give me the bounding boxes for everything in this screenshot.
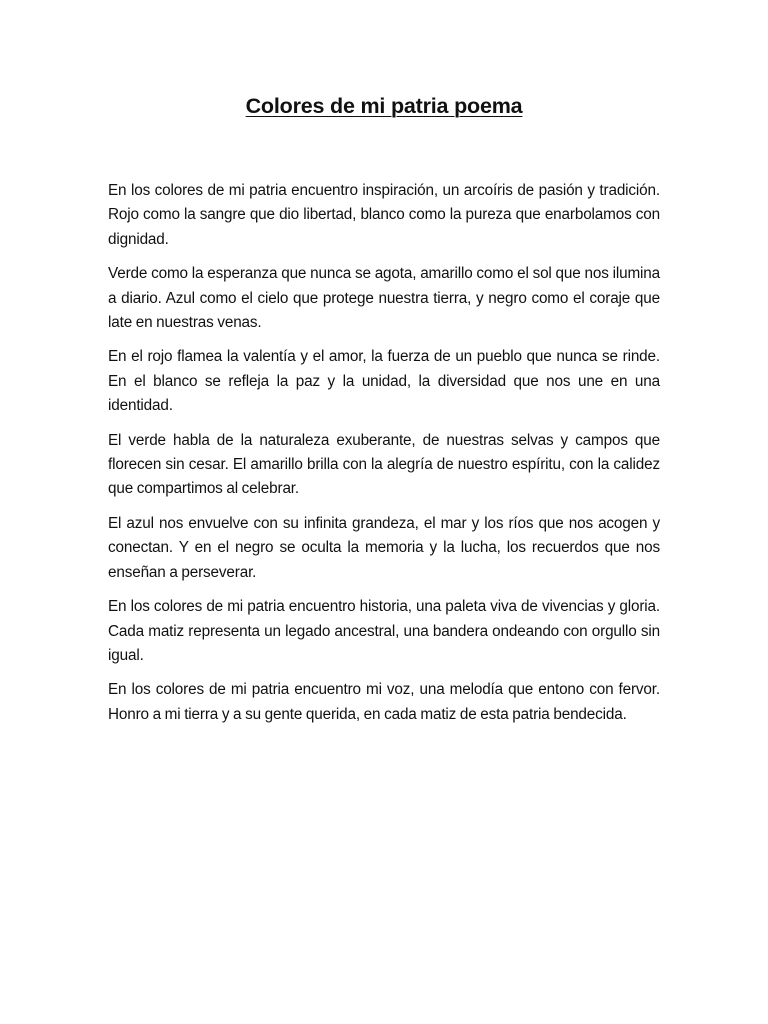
poem-paragraph: El azul nos envuelve con su infinita grandeza, el mar y los ríos que nos acogen y conectan. Y en el negro se oculta la memoria y la lucha, los recuerdos que nos enseñan a perseverar. <box>108 514 660 581</box>
poem-paragraph: En el rojo flamea la valentía y el amor, la fuerza de un pueblo que nunca se rinde. En el blanco se refleja la paz y la unidad, la diversidad que nos une en una identidad. <box>108 348 660 415</box>
poem-paragraph: El verde habla de la naturaleza exuberante, de nuestras selvas y campos que florecen sin cesar. El amarillo brilla con la alegría de nuestro espíritu, con la calidez que compartimos al celebrar. <box>108 431 660 498</box>
poem-paragraph: Verde como la esperanza que nunca se agota, amarillo como el sol que nos ilumina a diario. Azul como el cielo que protege nuestra tierra, y negro como el coraje que late en nuestras venas. <box>108 265 660 332</box>
poem-body <box>108 179 660 737</box>
document-title: Colores de mi patria poema <box>245 94 523 118</box>
poem-paragraph: En los colores de mi patria encuentro mi voz, una melodía que entono con fervor. Honro a mi tierra y a su gente querida, en cada matiz de esta patria bendecida. <box>108 681 660 723</box>
poem-paragraph: En los colores de mi patria encuentro historia, una paleta viva de vivencias y gloria. Cada matiz representa un legado ancestral, una bandera ondeando con orgullo sin igual. <box>108 598 660 664</box>
poem-paragraph: En los colores de mi patria encuentro inspiración, un arcoíris de pasión y tradición. Rojo como la sangre que dio libertad, blanco como la pureza que enarbolamos con dignidad. <box>108 182 660 248</box>
